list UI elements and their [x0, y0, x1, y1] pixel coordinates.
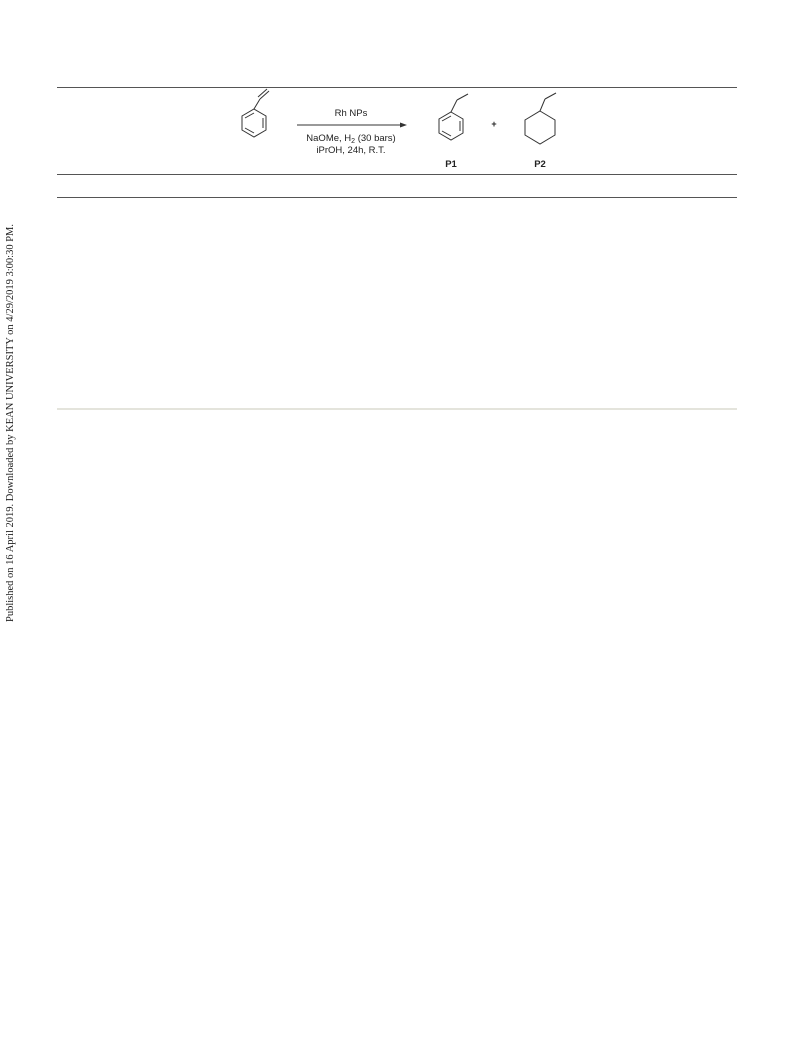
ethylcyclohexane-structure-icon [525, 93, 556, 144]
product-1-label: P1 [445, 159, 457, 170]
download-note: Published on 16 April 2019. Downloaded by KEAN UNIVERSITY on 4/29/2019 3:00:30 PM. [5, 223, 16, 622]
conditions-line-2: iPrOH, 24h, R.T. [316, 145, 386, 156]
reaction-arrow-icon [297, 123, 407, 128]
product-2-label: P2 [534, 159, 546, 170]
conditions-line-1: NaOMe, $H_2$ (30 bars) [306, 133, 396, 145]
table-bottom-rule [57, 408, 737, 410]
ethylbenzene-structure-icon [439, 94, 468, 140]
reagent-label: Rh NPs [334, 108, 368, 119]
styrene-structure-icon [242, 89, 269, 137]
reaction-scheme [0, 0, 793, 200]
plus-sign: + [491, 119, 497, 129]
